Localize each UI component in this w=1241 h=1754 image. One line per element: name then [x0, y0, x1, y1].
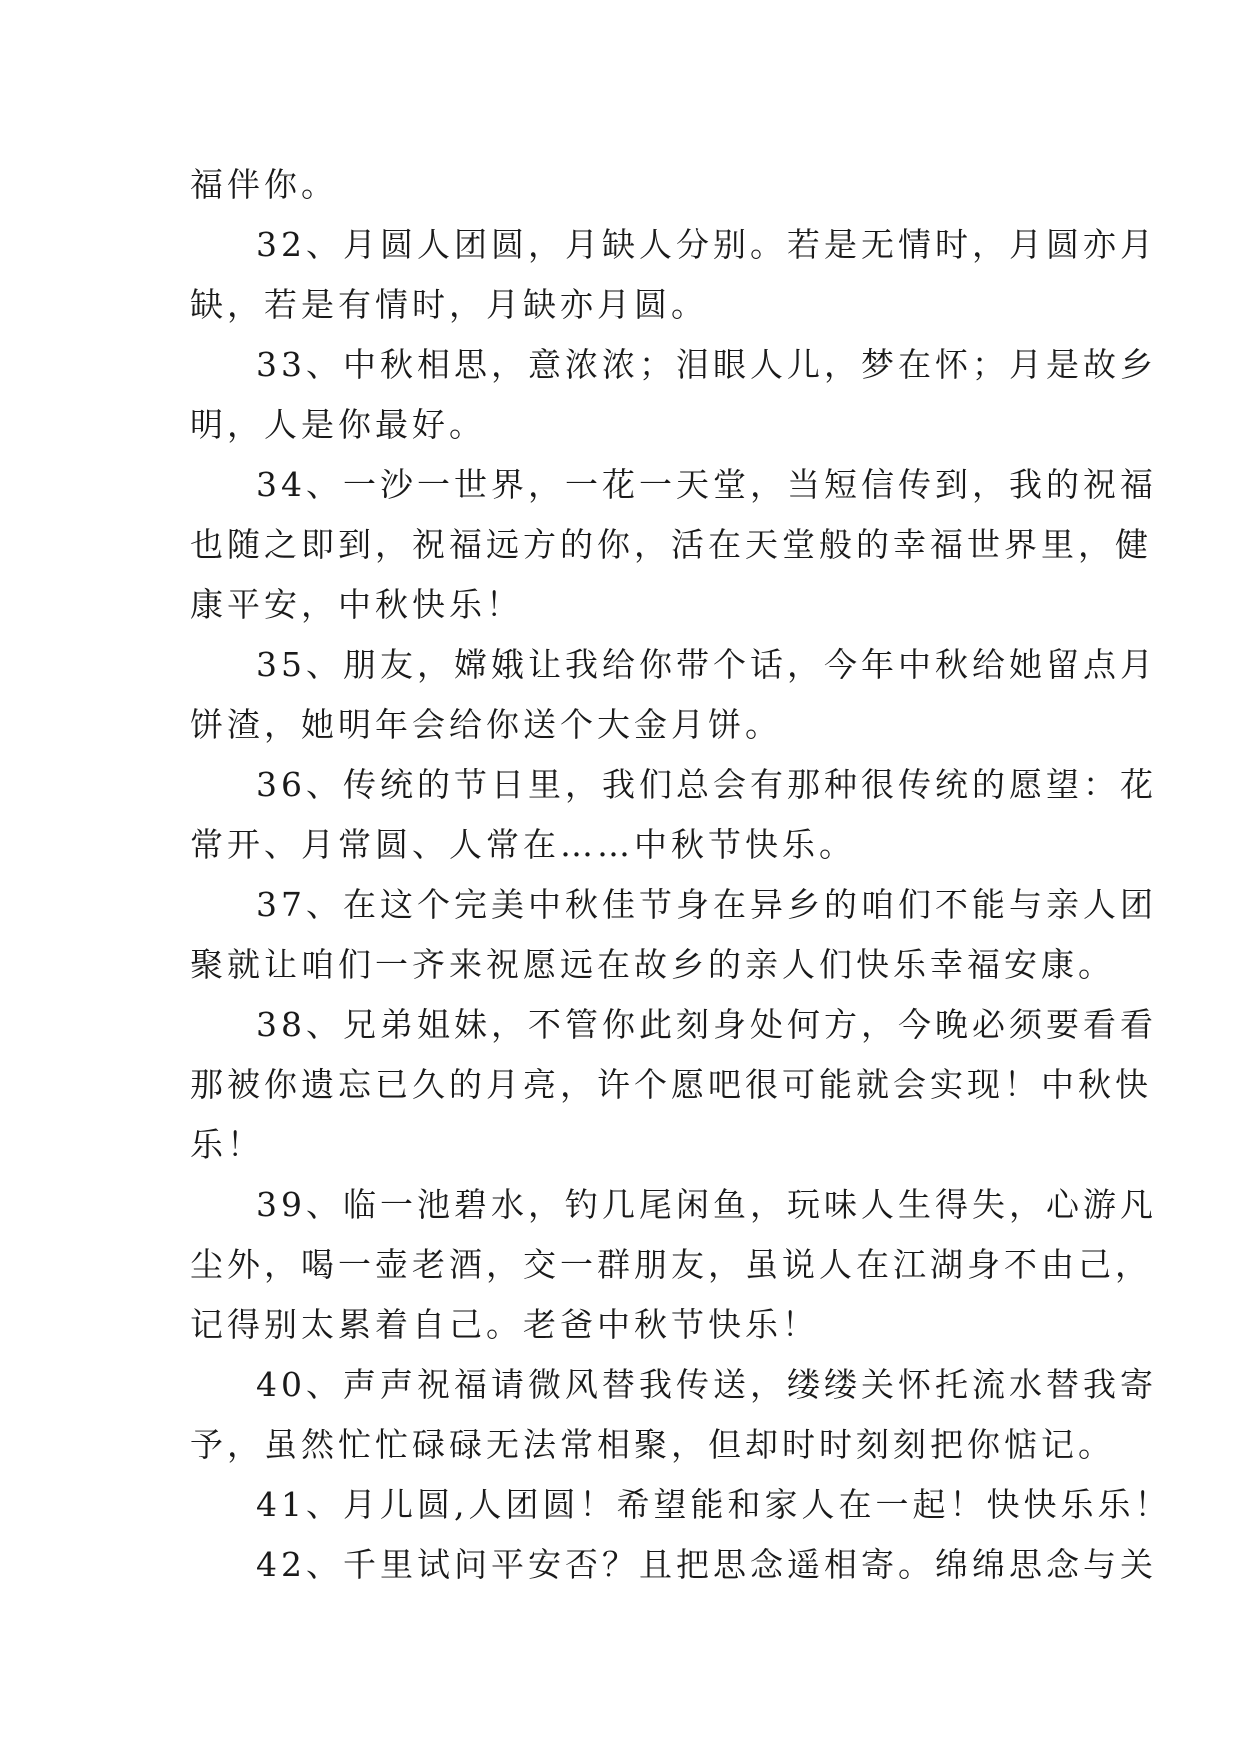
text-line: 36、传统的节日里，我们总会有那种很传统的愿望：花 — [256, 765, 1157, 804]
text-line: 福伴你。 — [190, 165, 338, 204]
text-line: 35、朋友，嫦娥让我给你带个话，今年中秋给她留点月 — [256, 645, 1157, 684]
text-line: 常开、月常圆、人常在……中秋节快乐。 — [190, 825, 856, 864]
text-line: 缺，若是有情时，月缺亦月圆。 — [190, 285, 708, 324]
text-line: 34、一沙一世界，一花一天堂，当短信传到，我的祝福 — [256, 465, 1157, 504]
text-line: 41、月儿圆,人团圆！希望能和家人在一起！快快乐乐！ — [256, 1485, 1172, 1524]
document-body — [190, 155, 1172, 1595]
text-line: 39、临一池碧水，钓几尾闲鱼，玩味人生得失，心游凡 — [256, 1185, 1157, 1224]
text-line: 饼渣，她明年会给你送个大金月饼。 — [190, 705, 782, 744]
text-line: 康平安，中秋快乐！ — [190, 585, 523, 624]
text-line: 40、声声祝福请微风替我传送，缕缕关怀托流水替我寄 — [256, 1365, 1157, 1404]
text-line: 38、兄弟姐妹，不管你此刻身处何方，今晚必须要看看 — [256, 1005, 1157, 1044]
text-line: 予，虽然忙忙碌碌无法常相聚，但却时时刻刻把你惦记。 — [190, 1425, 1115, 1464]
text-line: 尘外，喝一壶老酒，交一群朋友，虽说人在江湖身不由己， — [190, 1245, 1152, 1284]
text-line: 37、在这个完美中秋佳节身在异乡的咱们不能与亲人团 — [256, 885, 1157, 924]
text-line: 乐！ — [190, 1125, 264, 1164]
text-line: 聚就让咱们一齐来祝愿远在故乡的亲人们快乐幸福安康。 — [190, 945, 1115, 984]
text-line: 33、中秋相思，意浓浓；泪眼人儿，梦在怀；月是故乡 — [256, 345, 1157, 384]
text-line: 42、千里试问平安否？且把思念遥相寄。绵绵思念与关 — [256, 1545, 1157, 1584]
text-line: 记得别太累着自己。老爸中秋节快乐！ — [190, 1305, 819, 1344]
text-line: 那被你遗忘已久的月亮，许个愿吧很可能就会实现！中秋快 — [190, 1065, 1152, 1104]
text-line: 32、月圆人团圆，月缺人分别。若是无情时，月圆亦月 — [256, 225, 1157, 264]
text-line: 也随之即到，祝福远方的你，活在天堂般的幸福世界里，健 — [190, 525, 1152, 564]
text-line: 明，人是你最好。 — [190, 405, 486, 444]
